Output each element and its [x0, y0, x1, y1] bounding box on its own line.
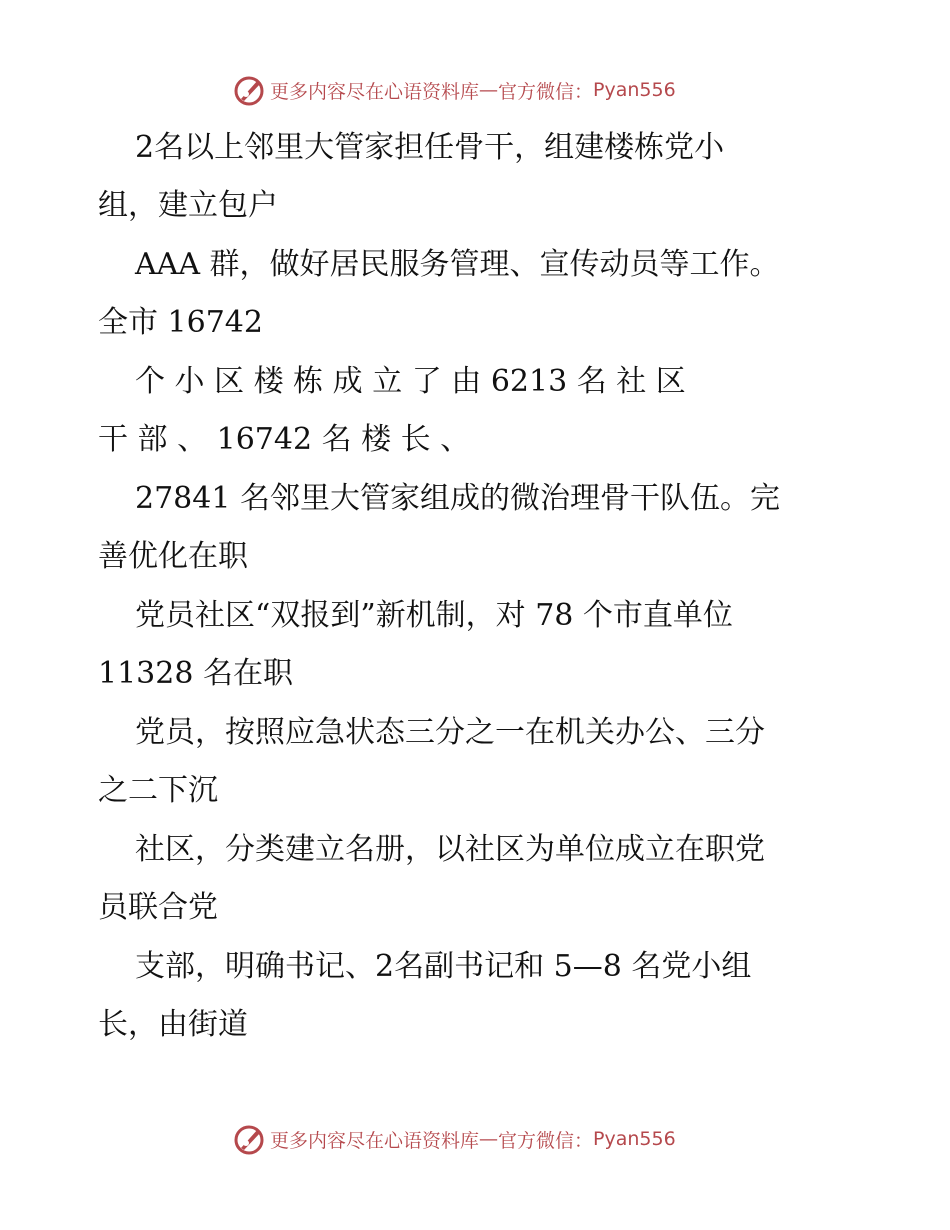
quill-seal-icon [232, 1122, 266, 1156]
body-line: 11328 名在职 [98, 656, 293, 691]
banner-wechat-label: 官方微信： [498, 80, 594, 103]
banner-dash: — [479, 79, 499, 101]
banner-site-text: 更多内容尽在心语资料库 [270, 80, 480, 103]
body-line: 27841 名邻里大管家组成的微治理骨干队伍。完 [135, 481, 780, 516]
body-line: 党员，按照应急状态三分之一在机关办公、三分 [135, 715, 765, 750]
body-line: 干 部 、 16742 名 楼 长 、 [98, 422, 471, 457]
header-banner [232, 72, 752, 108]
body-line: 善优化在职 [98, 539, 248, 574]
banner-wechat-id: Pyan556 [593, 79, 676, 101]
body-line: 党员社区“双报到”新机制，对 78 个市直单位 [135, 598, 733, 633]
banner-wechat-id: Pyan556 [593, 1128, 676, 1150]
quill-seal-icon [232, 73, 266, 107]
body-line: 2名以上邻里大管家担任骨干，组建楼栋党小 [135, 130, 725, 165]
body-line: AAA 群，做好居民服务管理、宣传动员等工作。 [135, 247, 780, 282]
body-line: 社区，分类建立名册，以社区为单位成立在职党 [135, 832, 765, 867]
banner-site-text: 更多内容尽在心语资料库 [270, 1129, 480, 1152]
body-line: 之二下沉 [98, 773, 218, 808]
footer-banner [232, 1121, 752, 1157]
body-line: 支部，明确书记、2名副书记和 5—8 名党小组 [135, 949, 752, 984]
body-line: 长，由街道 [98, 1007, 248, 1042]
body-line: 组，建立包户 [98, 188, 278, 223]
banner-dash: — [479, 1128, 499, 1150]
body-line: 全市 16742 [98, 305, 263, 340]
banner-wechat-label: 官方微信： [498, 1129, 594, 1152]
body-line: 个 小 区 楼 栋 成 立 了 由 6213 名 社 区 [135, 364, 686, 399]
body-line: 员联合党 [98, 890, 218, 925]
